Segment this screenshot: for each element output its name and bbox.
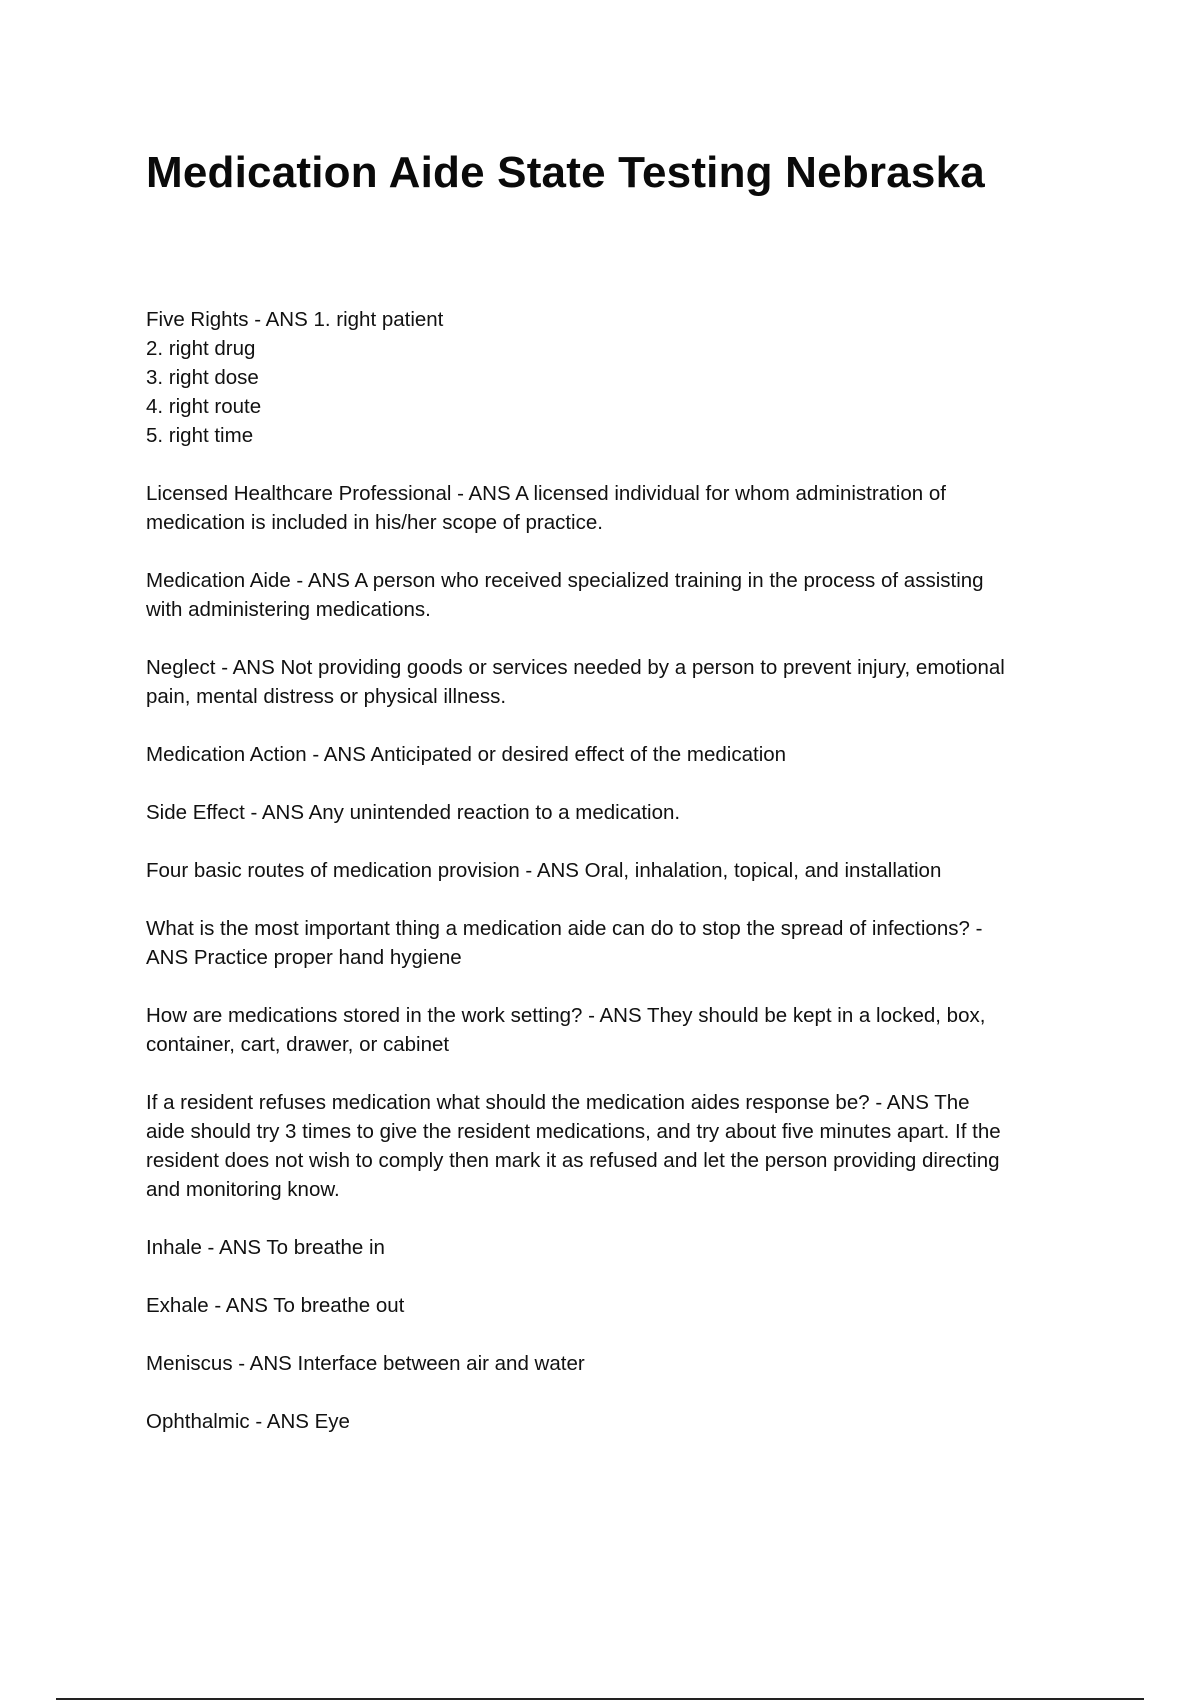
qa-line: Side Effect - ANS Any unintended reaction to a medication. — [146, 801, 681, 824]
qa-line: ANS Practice proper hand hygiene — [146, 946, 462, 969]
qa-line: resident does not wish to comply then mark it as refused and let the person providing directing — [146, 1149, 1000, 1172]
qa-item-resident-refuses — [146, 1088, 1086, 1204]
qa-line: 2. right drug — [146, 337, 256, 360]
qa-item-inhale — [146, 1233, 1086, 1262]
qa-line: Meniscus - ANS Interface between air and water — [146, 1352, 585, 1375]
qa-item-four-basic-routes — [146, 856, 1086, 885]
qa-line: Medication Action - ANS Anticipated or desired effect of the medication — [146, 743, 787, 766]
qa-item-neglect — [146, 653, 1086, 711]
qa-line: Licensed Healthcare Professional - ANS A licensed individual for whom administration of — [146, 482, 946, 505]
qa-item-medication-action — [146, 740, 1086, 769]
qa-line: If a resident refuses medication what should the medication aides response be? - ANS The — [146, 1091, 970, 1114]
qa-line: and monitoring know. — [146, 1178, 340, 1201]
page-title: Medication Aide State Testing Nebraska — [146, 148, 985, 197]
qa-line: aide should try 3 times to give the resident medications, and try about five minutes apart. If the — [146, 1120, 1001, 1143]
qa-item-meniscus — [146, 1349, 1086, 1378]
qa-line: with administering medications. — [146, 598, 431, 621]
qa-line: Medication Aide - ANS A person who received specialized training in the process of assisting — [146, 569, 984, 592]
qa-line: Inhale - ANS To breathe in — [146, 1236, 385, 1259]
qa-line: Four basic routes of medication provision - ANS Oral, inhalation, topical, and installation — [146, 859, 942, 882]
qa-line: Five Rights - ANS 1. right patient — [146, 308, 444, 331]
qa-line: 3. right dose — [146, 366, 259, 389]
qa-line: How are medications stored in the work setting? - ANS They should be kept in a locked, box, — [146, 1004, 986, 1027]
qa-line: What is the most important thing a medication aide can do to stop the spread of infections? - — [146, 917, 983, 940]
qa-list — [146, 305, 1086, 1465]
qa-item-licensed-healthcare-professional — [146, 479, 1086, 537]
qa-item-medication-aide — [146, 566, 1086, 624]
qa-item-stop-infections — [146, 914, 1086, 972]
qa-line: Neglect - ANS Not providing goods or services needed by a person to prevent injury, emotional — [146, 656, 1005, 679]
qa-line: Ophthalmic - ANS Eye — [146, 1410, 350, 1433]
qa-line: container, cart, drawer, or cabinet — [146, 1033, 450, 1056]
qa-item-exhale — [146, 1291, 1086, 1320]
qa-item-side-effect — [146, 798, 1086, 827]
qa-line: medication is included in his/her scope of practice. — [146, 511, 603, 534]
qa-item-five-rights — [146, 305, 1086, 450]
qa-line: 4. right route — [146, 395, 262, 418]
qa-item-ophthalmic — [146, 1407, 1086, 1436]
qa-line: pain, mental distress or physical illness. — [146, 685, 507, 708]
qa-line: 5. right time — [146, 424, 254, 447]
qa-line: Exhale - ANS To breathe out — [146, 1294, 405, 1317]
qa-item-medication-storage — [146, 1001, 1086, 1059]
